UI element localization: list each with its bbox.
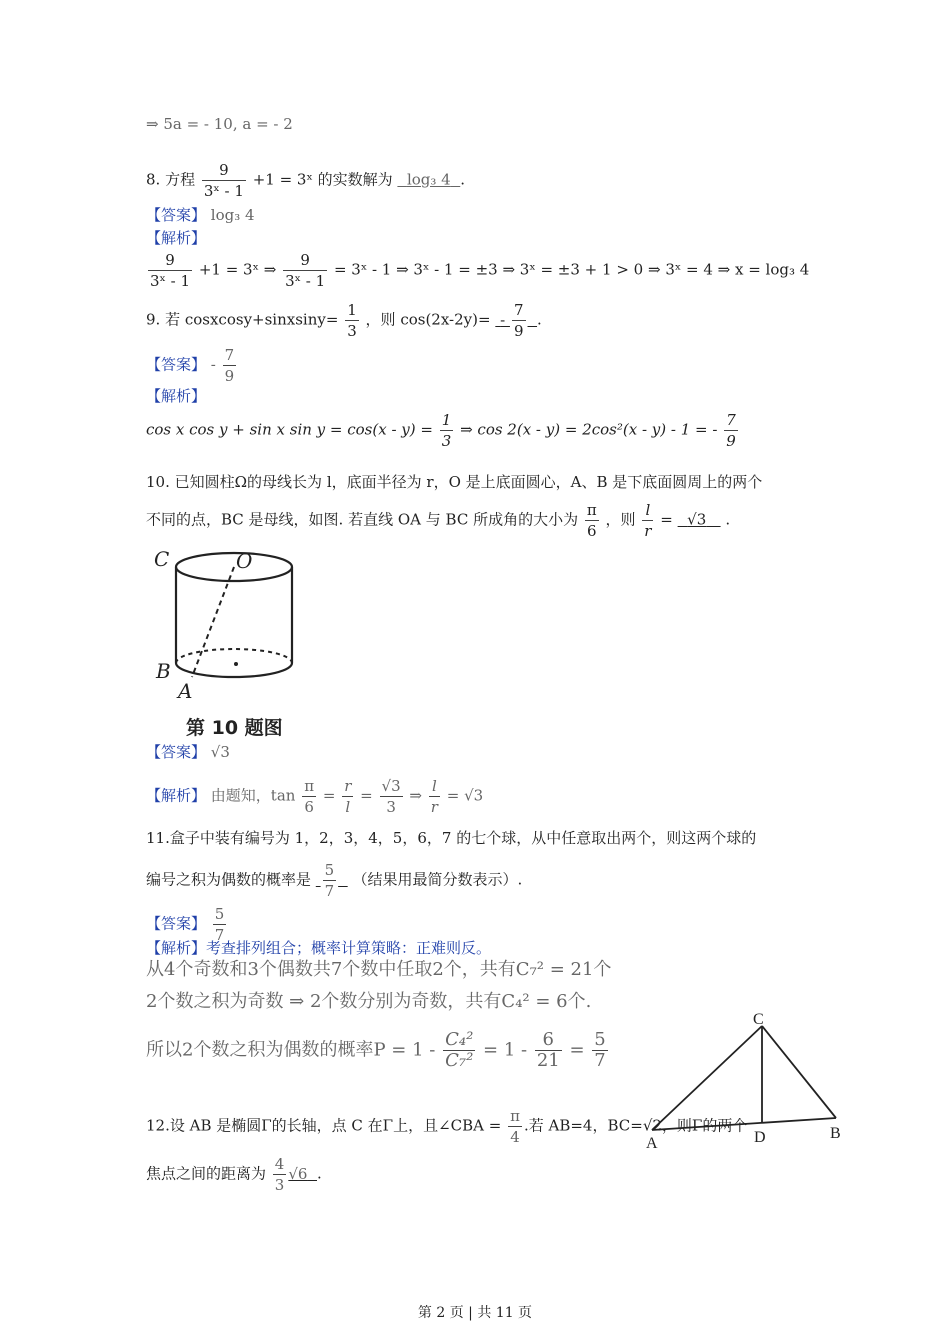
q10-analysis-tag: 【解析】 [146, 786, 207, 805]
q11-step3-frac3-den: 7 [594, 1050, 606, 1071]
q10-sol-frac1 [302, 776, 316, 817]
q8-sol-frac2-den: 3ˣ - 1 [285, 272, 326, 290]
tri-label-c: C [753, 1011, 764, 1028]
q8-analysis-tag: 【解析】 [146, 229, 207, 247]
q10-sol-frac2 [342, 776, 353, 817]
q11-blank-den: 7 [324, 882, 335, 900]
q11-line2-a: 编号之积为偶数的概率是 [146, 870, 312, 889]
q10-line2-b: ，则 [605, 510, 636, 529]
q9-given-den: 3 [347, 322, 357, 340]
q11-step3-frac1-den: C₇² [445, 1050, 474, 1071]
label-a: A [178, 679, 193, 703]
q9-sol-b: ⇒ cos 2(x - y) = 2cos²(x - y) - 1 = - [460, 420, 718, 439]
q11-step3 [146, 1030, 610, 1071]
bottom-center-point [234, 662, 238, 666]
q9-blank-sign: - [500, 310, 510, 329]
q9-blank [495, 301, 537, 340]
q9-blank-frac [512, 300, 526, 341]
q11-line2 [146, 860, 522, 901]
q8-answer-tag: 【答案】 [146, 206, 207, 224]
figure-caption: 第 10 题图 [186, 717, 283, 739]
q9-answer-den: 9 [224, 367, 235, 385]
q8-answer: log₃ 4 [210, 206, 255, 224]
q8-blank-answer: log₃ 4 [406, 170, 451, 189]
q10-blank-value: √3 [687, 510, 707, 529]
q12-line1 [146, 1106, 747, 1147]
q10-answer: √3 [210, 743, 230, 761]
q9-blank-num: 7 [513, 301, 524, 319]
q10-analysis-line [146, 776, 483, 817]
q11-step3-a: 所以2个数之积为偶数的概率P = 1 - [146, 1039, 436, 1061]
q12-blank-den: 3 [274, 1176, 285, 1194]
q11-answer-den: 7 [214, 926, 225, 944]
q9-given-num: 1 [347, 301, 357, 319]
q10-sol-eq2: = [360, 786, 373, 805]
q11-step3-frac1-num: C₄² [445, 1029, 474, 1050]
q11-blank [316, 861, 348, 900]
q10-ratio-den: r [644, 522, 652, 540]
q9-analysis-tag: 【解析】 [146, 387, 207, 405]
q9-answer-line [146, 345, 238, 386]
q10-sol-frac1-den: 6 [304, 798, 314, 816]
q10-angle-frac [585, 500, 599, 541]
q8-question [146, 160, 465, 201]
q11-analysis-tag: 【解析】 [146, 939, 207, 957]
q8-frac-num: 9 [202, 160, 246, 181]
q11-step3-frac2 [535, 1030, 562, 1071]
q8-sol-part1: +1 = 3ˣ ⇒ [198, 260, 277, 279]
q10-cylinder-figure [150, 540, 310, 740]
q11-blank-frac [323, 860, 337, 901]
q8-analysis-line [146, 228, 206, 248]
q12-line1-a: 12.设 AB 是椭圆Γ的长轴，点 C 在Γ上，且∠CBA = [146, 1116, 502, 1135]
q9-sol-frac1 [440, 410, 454, 451]
q10-sol-frac4-den: r [430, 798, 438, 816]
label-o: O [236, 549, 253, 573]
q11-analysis-line [146, 938, 491, 958]
q10-line2-c: = [660, 510, 673, 529]
q8-mid: +1 = 3ˣ 的实数解为 [252, 170, 393, 189]
q10-angle-num: π [586, 501, 597, 519]
q11-step3-b: = 1 - [483, 1039, 528, 1061]
q9-sol-frac1-den: 3 [441, 432, 452, 450]
tri-label-a: A [646, 1135, 658, 1152]
q8-solution [146, 250, 809, 291]
q11-step1: 从4个奇数和3个偶数共7个数中任取2个，共有C₇² = 21个 [146, 959, 612, 980]
q10-answer-tag: 【答案】 [146, 743, 207, 761]
q10-sol-frac3-den: 3 [386, 798, 396, 816]
q9-sol-frac2-den: 9 [726, 432, 736, 450]
q11-answer-num: 5 [214, 905, 225, 923]
q9-answer-frac [223, 345, 237, 386]
q11-line1: 11.盒子中装有编号为 1，2，3，4，5，6，7 的七个球，从中任意取出两个，则这两个球的 [146, 829, 757, 847]
q8-fraction [202, 160, 246, 201]
q9-sol-a: cos x cos y + sin x sin y = cos(x - y) = [146, 420, 433, 439]
q11-step2: 2个数之积为奇数 ⇒ 2个数分别为奇数，共有C₄² = 6个. [146, 991, 592, 1012]
q8-sol-frac1-den: 3ˣ - 1 [150, 272, 191, 290]
q9-solution [146, 410, 740, 451]
q9-analysis-line [146, 386, 206, 406]
q10-blank [678, 511, 721, 529]
q8-blank [397, 171, 460, 189]
q11-answer-tag: 【答案】 [146, 914, 207, 933]
q11-step3-frac3-num: 5 [594, 1029, 606, 1050]
q8-frac-den: 3ˣ - 1 [203, 182, 244, 200]
cylinder-bottom-back [176, 649, 292, 663]
q10-sol-frac1-num: π [304, 777, 315, 795]
q10-line2 [146, 500, 730, 541]
q9-prefix: 9. 若 cosxcosy+sinxsiny= [146, 310, 339, 329]
q11-step3-frac1 [443, 1030, 475, 1071]
q8-sol-frac1-num: 9 [148, 250, 192, 271]
q10-sol-frac3-num: √3 [381, 777, 401, 795]
q9-sol-frac1-num: 1 [441, 411, 452, 429]
q9-answer-sign: - [210, 355, 216, 374]
q10-sol-frac4 [429, 776, 440, 817]
q8-sol-frac1 [148, 250, 192, 291]
q10-angle-den: 6 [587, 522, 597, 540]
q9-answer-tag: 【答案】 [146, 355, 207, 374]
q8-end: . [460, 170, 466, 189]
q9-given-frac [345, 300, 359, 341]
q12-line1-b: .若 AB=4，BC=√2，则Γ的两个 [523, 1116, 748, 1135]
q11-step3-frac2-num: 6 [535, 1030, 562, 1051]
q9-sol-frac2 [724, 410, 738, 451]
q8-prefix: 8. 方程 [146, 170, 196, 189]
q10-sol-end: = √3 [446, 786, 484, 805]
q11-blank-num: 5 [324, 861, 335, 879]
q11-step3-frac3 [592, 1030, 607, 1071]
q10-sol-arrow: ⇒ [409, 786, 422, 805]
q10-ratio-frac [642, 500, 653, 541]
label-b: B [156, 659, 171, 683]
q11-step3-c: = [569, 1039, 585, 1061]
q9-sol-frac2-num: 7 [726, 411, 736, 429]
q12-blank-num: 4 [274, 1155, 285, 1173]
q10-sol-frac3 [380, 776, 403, 817]
cylinder-bottom-front [176, 663, 292, 677]
q10-sol-frac2-den: l [345, 798, 351, 816]
q12-angle-frac [508, 1106, 522, 1147]
q8-sol-part2: = 3ˣ - 1 ⇒ 3ˣ - 1 = ±3 ⇒ 3ˣ = ±3 + 1 > 0 ⇒ 3ˣ = 4 ⇒ x = log₃ 4 [333, 260, 810, 279]
q10-end: . [725, 510, 731, 529]
prev-solution-line: ⇒ 5a = - 10, a = - 2 [146, 115, 293, 133]
label-c: C [154, 547, 170, 571]
q9-end: . [537, 310, 542, 329]
q8-sol-frac2 [283, 250, 327, 291]
q12-line2 [146, 1154, 322, 1195]
q11-line2-b: （结果用最简分数表示）. [352, 870, 523, 889]
side-cb [762, 1026, 836, 1118]
q11-step3-frac2-den: 21 [536, 1050, 560, 1071]
q9-answer-num: 7 [224, 346, 235, 364]
q10-sol-frac4-num: l [429, 776, 440, 797]
q10-sol-a: 由题知，tan [210, 786, 296, 805]
q10-sol-eq1: = [322, 786, 336, 805]
q9-mid: ，则 cos(2x-2y)= [365, 310, 491, 329]
q12-blank-frac [273, 1154, 287, 1195]
q8-answer-line [146, 205, 255, 225]
q9-question [146, 300, 542, 341]
segment-oa [192, 567, 234, 677]
q10-sol-frac2-num: r [344, 777, 352, 795]
page-footer: 第 2 页 | 共 11 页 [417, 1305, 533, 1321]
q9-blank-den: 9 [513, 322, 524, 340]
q12-line2-a: 焦点之间的距离为 [146, 1164, 267, 1183]
q10-ratio-num: l [642, 500, 653, 521]
q12-angle-den: 4 [510, 1128, 520, 1146]
q8-sol-frac2-num: 9 [283, 250, 327, 271]
q10-line1: 10. 已知圆柱Ω的母线长为 l，底面半径为 r，O 是上底面圆心，A、B 是下底面圆周上的两个 [146, 473, 763, 491]
q12-blank [271, 1155, 317, 1194]
tri-label-b: B [830, 1125, 841, 1142]
q12-blank-tail: √6 [288, 1164, 308, 1183]
q10-line2-a: 不同的点，BC 是母线，如图. 若直线 OA 与 BC 所成角的大小为 [146, 510, 579, 529]
q10-answer-line [146, 742, 230, 762]
q12-end: . [317, 1164, 322, 1183]
q11-analysis-text: 考查排列组合；概率计算策略：正难则反。 [206, 939, 492, 957]
q12-angle-num: π [510, 1107, 520, 1125]
tri-label-d: D [754, 1129, 766, 1146]
